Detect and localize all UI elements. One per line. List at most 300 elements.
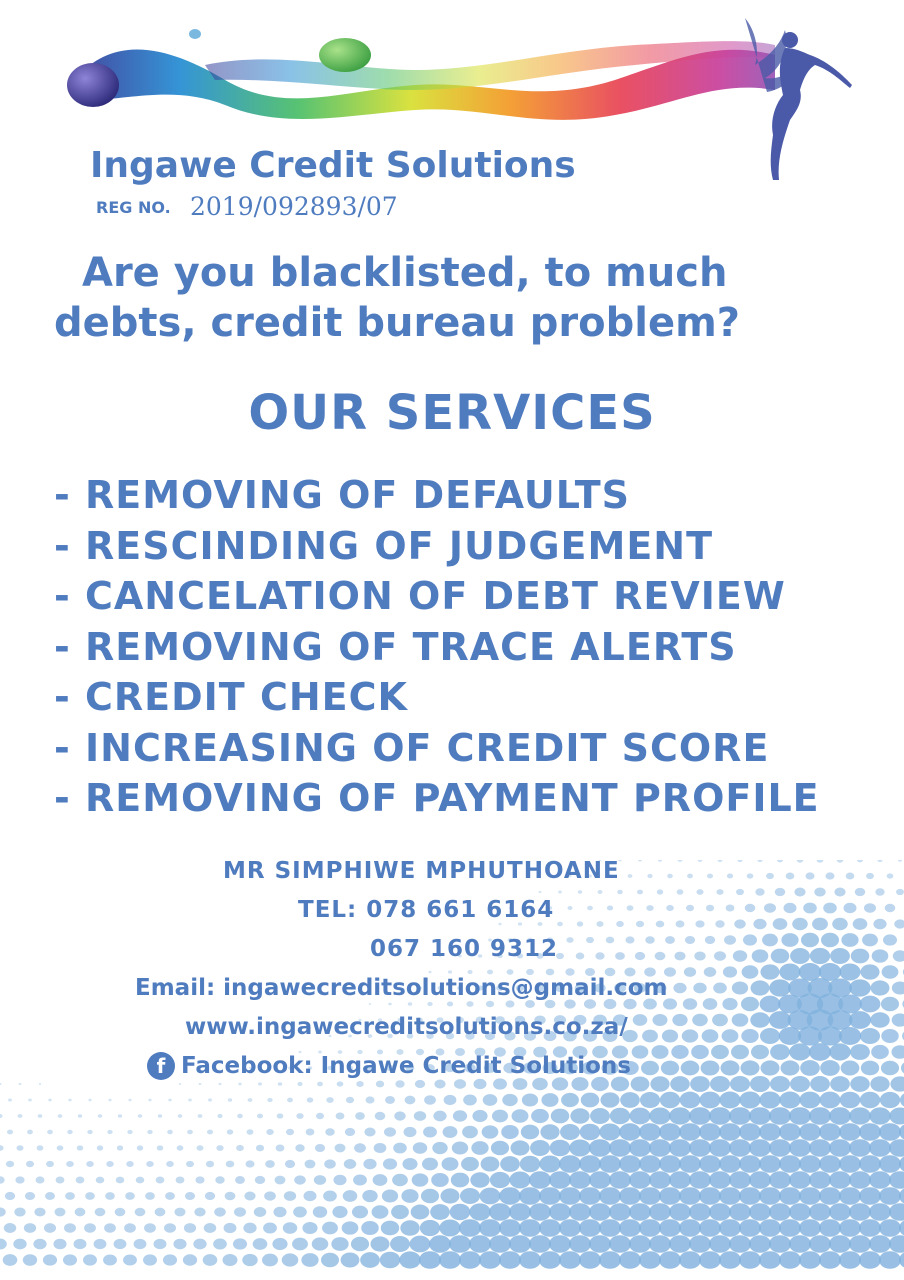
halftone-dot <box>749 1203 771 1221</box>
halftone-dot <box>414 1111 426 1121</box>
halftone-dot <box>819 1187 841 1205</box>
halftone-dot <box>370 1236 389 1251</box>
halftone-dot <box>799 1092 820 1109</box>
halftone-dot <box>412 1173 429 1186</box>
halftone-dot <box>509 1172 530 1189</box>
halftone-dot <box>882 965 899 978</box>
halftone-dot <box>83 1254 97 1265</box>
halftone-dot <box>881 997 899 1011</box>
halftone-dot <box>701 1060 720 1075</box>
halftone-dot <box>462 1126 478 1139</box>
halftone-dot <box>48 1099 52 1102</box>
halftone-dot <box>607 905 613 910</box>
halftone-dot <box>395 1080 404 1087</box>
halftone-dot <box>729 1235 751 1253</box>
halftone-dot <box>23 1254 37 1266</box>
halftone-dot <box>647 874 652 878</box>
halftone-dot <box>764 903 776 913</box>
halftone-dot <box>453 1110 467 1121</box>
halftone-dot <box>639 1123 661 1141</box>
halftone-dot <box>646 905 653 911</box>
halftone-dot <box>875 888 884 895</box>
halftone-dot <box>507 969 514 975</box>
halftone-dot <box>579 1155 601 1173</box>
halftone-dot <box>759 1251 781 1269</box>
halftone-dot <box>324 1159 336 1168</box>
halftone-dot <box>751 1045 769 1059</box>
halftone-dot <box>679 1251 701 1269</box>
halftone-dot <box>819 1219 841 1237</box>
halftone-dot <box>630 1108 651 1125</box>
halftone-dot <box>620 1092 640 1108</box>
halftone-dot <box>671 1045 688 1059</box>
halftone-dot <box>105 1192 115 1200</box>
halftone-dot <box>67 1130 73 1134</box>
halftone-dot <box>699 1187 721 1205</box>
halftone-dot <box>5 1192 15 1200</box>
halftone-dot <box>629 1171 651 1189</box>
halftone-dot <box>525 1000 535 1008</box>
halftone-dot <box>733 950 747 961</box>
halftone-dot <box>829 1139 851 1157</box>
halftone-dot <box>859 1155 881 1173</box>
halftone-dot <box>660 1092 680 1108</box>
halftone-dot <box>423 1126 437 1137</box>
halftone-dot <box>65 1192 75 1200</box>
halftone-dot <box>659 1251 681 1269</box>
halftone-dot <box>461 1157 479 1171</box>
halftone-dot <box>178 1114 183 1118</box>
halftone-dot <box>869 1235 891 1253</box>
halftone-dot <box>413 1142 427 1154</box>
halftone-dot <box>56 1176 65 1183</box>
halftone-dot <box>779 1027 801 1045</box>
halftone-dot <box>165 1192 175 1200</box>
halftone-dot <box>529 1171 551 1189</box>
halftone-dot <box>673 983 686 994</box>
halftone-dot <box>719 1219 741 1237</box>
halftone-dot <box>729 1171 751 1189</box>
halftone-dot <box>569 1139 590 1156</box>
halftone-dot <box>179 1083 181 1085</box>
halftone-dot <box>789 1171 811 1189</box>
halftone-dot <box>183 1254 197 1265</box>
halftone-dot <box>662 1030 678 1043</box>
halftone-dot <box>123 1254 137 1265</box>
halftone-dot <box>459 1219 481 1237</box>
halftone-dot <box>245 1160 254 1167</box>
halftone-dot <box>627 905 634 910</box>
halftone-dot <box>606 937 614 944</box>
halftone-dot <box>691 1045 709 1059</box>
halftone-dot <box>679 1123 701 1141</box>
halftone-dot <box>759 1219 781 1237</box>
halftone-dot <box>579 1251 601 1269</box>
halftone-dot <box>870 1076 889 1091</box>
halftone-dot <box>653 1014 668 1026</box>
halftone-dot <box>829 1171 851 1189</box>
halftone-dot <box>27 1130 33 1135</box>
email-line: Email: ingawecreditsolutions@gmail.com <box>135 975 668 1001</box>
halftone-dot <box>889 1235 904 1253</box>
halftone-dot <box>749 1107 771 1125</box>
halftone-dot <box>857 860 863 862</box>
halftone-dot <box>789 1203 811 1221</box>
halftone-dot <box>860 996 881 1013</box>
halftone-dot <box>19 1083 22 1085</box>
halftone-dot <box>569 1235 591 1253</box>
halftone-dot <box>88 1099 91 1102</box>
halftone-dot <box>549 1171 571 1189</box>
halftone-dot <box>286 1129 294 1135</box>
halftone-dot <box>510 1140 529 1155</box>
halftone-dot <box>716 889 723 895</box>
halftone-dot <box>635 952 645 960</box>
halftone-dot <box>16 1145 23 1151</box>
halftone-dot <box>629 1235 651 1253</box>
halftone-dot <box>715 920 724 928</box>
halftone-dot <box>264 1191 276 1200</box>
halftone-dot <box>820 1092 841 1109</box>
halftone-dot <box>390 1236 410 1252</box>
halftone-dot <box>185 1192 195 1200</box>
halftone-dot <box>719 1251 741 1269</box>
halftone-dot <box>751 980 770 995</box>
halftone-dot <box>676 920 685 927</box>
halftone-dot <box>599 1219 621 1237</box>
halftone-dot <box>759 1187 781 1205</box>
halftone-dot <box>609 1203 631 1221</box>
halftone-dot <box>39 1083 42 1085</box>
halftone-dot <box>729 1139 751 1157</box>
halftone-dot <box>184 1223 196 1233</box>
halftone-dot <box>505 1000 514 1007</box>
halftone-dot <box>680 1092 701 1109</box>
halftone-dot <box>689 1203 711 1221</box>
halftone-dot <box>872 949 889 962</box>
halftone-dot <box>195 1176 204 1183</box>
halftone-dot <box>297 1082 302 1086</box>
halftone-dot <box>559 1187 581 1205</box>
halftone-dot <box>64 1223 76 1233</box>
halftone-dot <box>809 1171 831 1189</box>
halftone-dot <box>163 1254 177 1265</box>
halftone-dot <box>197 1145 204 1151</box>
halftone-dot <box>94 1239 107 1249</box>
halftone-dot <box>560 1124 580 1140</box>
halftone-dot <box>781 933 798 947</box>
halftone-dot <box>699 1251 721 1269</box>
halftone-dot <box>609 1139 631 1157</box>
halftone-dot <box>809 1203 831 1221</box>
halftone-dot <box>839 1219 861 1237</box>
halftone-dot <box>869 1107 890 1124</box>
halftone-dot <box>704 967 716 977</box>
halftone-dot <box>206 1161 214 1168</box>
halftone-dot <box>384 1127 396 1137</box>
halftone-dot <box>483 1094 498 1106</box>
halftone-dot <box>753 919 766 930</box>
halftone-dot <box>656 921 665 928</box>
halftone-dot <box>224 1223 237 1233</box>
halftone-dot <box>741 1029 758 1043</box>
halftone-dot <box>850 1076 870 1092</box>
halftone-dot <box>198 1114 203 1118</box>
halftone-dot <box>799 1251 821 1269</box>
halftone-dot <box>809 1235 831 1253</box>
halftone-dot <box>727 874 733 879</box>
halftone-dot <box>439 1220 460 1237</box>
halftone-dot <box>879 1123 901 1141</box>
halftone-dot <box>710 1076 730 1092</box>
halftone-dot <box>870 1012 889 1028</box>
halftone-dot <box>136 1177 145 1184</box>
halftone-dot <box>226 1161 235 1168</box>
halftone-dot <box>124 1223 136 1232</box>
halftone-dot <box>780 1060 799 1075</box>
halftone-dot <box>840 1092 861 1109</box>
halftone-dot <box>769 1139 791 1157</box>
halftone-dot <box>677 889 684 894</box>
halftone-dot <box>853 918 868 930</box>
halftone-dot <box>301 1253 318 1267</box>
halftone-dot <box>871 980 890 995</box>
halftone-dot <box>135 1208 146 1217</box>
halftone-dot <box>44 1223 56 1233</box>
halftone-dot <box>661 1061 679 1076</box>
halftone-dot <box>651 1045 668 1059</box>
halftone-dot <box>821 933 839 947</box>
halftone-dot <box>615 952 625 960</box>
halftone-dot <box>609 1171 631 1189</box>
service-item: - CREDIT CHECK <box>54 675 408 719</box>
halftone-dot <box>235 1176 245 1184</box>
halftone-dot <box>155 1208 166 1217</box>
halftone-dot <box>421 1189 439 1204</box>
halftone-dot <box>24 1223 36 1233</box>
halftone-dot <box>881 1061 899 1076</box>
halftone-dot <box>545 1000 556 1009</box>
halftone-dot <box>649 1107 670 1124</box>
halftone-dot <box>757 860 762 862</box>
halftone-dot <box>734 919 745 928</box>
halftone-dot <box>810 948 830 964</box>
halftone-dot <box>736 889 744 895</box>
halftone-dot <box>639 1219 661 1237</box>
halftone-dot <box>693 983 706 994</box>
halftone-dot <box>689 1107 711 1125</box>
halftone-dot <box>579 1187 601 1205</box>
halftone-dot <box>86 1161 94 1167</box>
halftone-dot <box>205 1192 215 1200</box>
halftone-dot <box>499 1251 521 1269</box>
halftone-dot <box>679 1187 701 1205</box>
halftone-dot <box>759 1123 781 1141</box>
halftone-dot <box>385 1096 395 1104</box>
halftone-dot <box>899 1155 904 1173</box>
halftone-dot <box>256 1145 264 1152</box>
halftone-dot <box>889 1203 904 1221</box>
halftone-dot <box>724 935 736 945</box>
halftone-dot <box>819 1123 841 1141</box>
halftone-dot <box>118 1114 122 1117</box>
halftone-dot <box>690 1076 710 1092</box>
halftone-dot <box>467 970 472 974</box>
halftone-dot <box>539 1155 560 1172</box>
halftone-dot <box>678 860 683 862</box>
halftone-dot <box>769 1171 791 1189</box>
halftone-dot <box>830 1076 850 1092</box>
halftone-dot <box>739 1187 761 1205</box>
halftone-dot <box>719 1155 741 1173</box>
facebook-line <box>147 1052 631 1080</box>
halftone-dot <box>881 1029 898 1043</box>
halftone-dot <box>15 1176 24 1183</box>
halftone-dot <box>817 860 824 863</box>
halftone-dot <box>595 952 604 959</box>
halftone-dot <box>589 1139 611 1157</box>
halftone-dot <box>265 1160 275 1168</box>
halftone-dot <box>890 1076 904 1091</box>
halftone-dot <box>103 1254 117 1265</box>
halftone-dot <box>899 1251 904 1269</box>
halftone-dot <box>125 1192 135 1200</box>
halftone-dot <box>864 903 876 913</box>
halftone-dot <box>491 1141 509 1156</box>
halftone-dot <box>498 923 501 926</box>
halftone-dot <box>312 1237 329 1250</box>
halftone-dot <box>659 1187 681 1205</box>
halftone-dot <box>789 1107 811 1125</box>
halftone-dot <box>68 1099 71 1102</box>
halftone-dot <box>900 1092 904 1108</box>
halftone-dot <box>392 1174 408 1187</box>
halftone-dot <box>98 1114 102 1117</box>
reg-number: 2019/092893/07 <box>190 192 398 221</box>
halftone-dot <box>769 1107 791 1125</box>
halftone-dot <box>372 1205 389 1219</box>
halftone-dot <box>47 1130 53 1135</box>
halftone-dot <box>242 1254 257 1266</box>
halftone-dot <box>287 1098 293 1103</box>
halftone-dot <box>638 860 642 862</box>
halftone-dot <box>699 1155 721 1173</box>
halftone-dot <box>892 1013 904 1026</box>
halftone-dot <box>419 1251 441 1269</box>
halftone-dot <box>479 1219 501 1237</box>
halftone-dot <box>702 1029 719 1042</box>
halftone-dot <box>829 1107 851 1124</box>
halftone-dot <box>666 905 674 911</box>
halftone-dot <box>829 1203 851 1221</box>
halftone-dot <box>382 1189 398 1202</box>
halftone-dot <box>599 1251 621 1269</box>
halftone-dot <box>276 1144 285 1151</box>
halftone-dot <box>375 1112 386 1120</box>
halftone-dot <box>408 1002 412 1006</box>
halftone-dot <box>127 1130 132 1134</box>
halftone-dot <box>800 1060 820 1076</box>
halftone-dot <box>234 1207 246 1217</box>
halftone-dot <box>74 1239 87 1249</box>
halftone-dot <box>794 888 805 897</box>
halftone-dot <box>775 888 785 896</box>
halftone-dot <box>415 1080 425 1088</box>
halftone-dot <box>849 1203 871 1221</box>
halftone-dot <box>63 1254 77 1265</box>
halftone-dot <box>470 1172 489 1188</box>
halftone-dot <box>420 1220 440 1236</box>
halftone-dot <box>889 1171 904 1189</box>
halftone-dot <box>590 1108 610 1124</box>
halftone-dot <box>380 1252 401 1268</box>
halftone-dot <box>243 1223 256 1234</box>
halftone-dot <box>28 1099 32 1102</box>
halftone-dot <box>837 860 844 863</box>
halftone-dot <box>649 1171 671 1189</box>
halftone-dot <box>363 1159 376 1170</box>
halftone-dot <box>829 1235 851 1253</box>
halftone-dot <box>177 1145 184 1150</box>
halftone-dot <box>712 1014 728 1027</box>
halftone-dot <box>869 1139 891 1157</box>
halftone-dot <box>108 1099 111 1102</box>
halftone-dot <box>322 1222 338 1235</box>
halftone-dot <box>719 1123 741 1141</box>
halftone-dot <box>176 1176 185 1183</box>
facebook-icon: f <box>147 1052 175 1080</box>
halftone-dot <box>351 1237 369 1252</box>
halftone-dot <box>750 1012 769 1028</box>
halftone-dot <box>36 1176 45 1183</box>
halftone-dot <box>492 1110 508 1123</box>
halftone-dot <box>649 1235 671 1253</box>
halftone-dot <box>760 964 779 979</box>
halftone-dot <box>721 1060 740 1075</box>
halftone-dot <box>443 1126 458 1138</box>
halftone-dot <box>629 1139 651 1157</box>
halftone-dot <box>25 1192 35 1200</box>
halftone-dot <box>803 903 817 914</box>
halftone-dot <box>790 1076 810 1092</box>
service-item: - CANCELATION OF DEBT REVIEW <box>54 574 786 618</box>
halftone-dot <box>844 903 857 913</box>
halftone-dot <box>429 1235 451 1252</box>
halftone-dot <box>323 1191 337 1202</box>
halftone-dot <box>37 1145 44 1150</box>
halftone-dot <box>345 1128 355 1136</box>
halftone-dot <box>400 1220 419 1235</box>
halftone-dot <box>114 1239 127 1249</box>
halftone-dot <box>381 1221 399 1236</box>
halftone-dot <box>762 934 778 947</box>
halftone-dot <box>832 918 848 930</box>
company-name: Ingawe Credit Solutions <box>90 145 576 186</box>
halftone-dot <box>891 1045 904 1059</box>
halftone-dot <box>472 1110 487 1122</box>
halftone-dot <box>719 1187 741 1205</box>
reg-label: REG NO. <box>96 198 171 217</box>
halftone-dot <box>294 1175 306 1184</box>
halftone-dot <box>839 1187 861 1205</box>
halftone-dot <box>520 1156 541 1172</box>
halftone-dot <box>376 1081 384 1088</box>
halftone-dot <box>346 1097 354 1104</box>
halftone-dot <box>454 1079 466 1089</box>
halftone-dot <box>799 1123 821 1141</box>
halftone-dot <box>619 1251 641 1269</box>
halftone-dot <box>799 1219 821 1237</box>
